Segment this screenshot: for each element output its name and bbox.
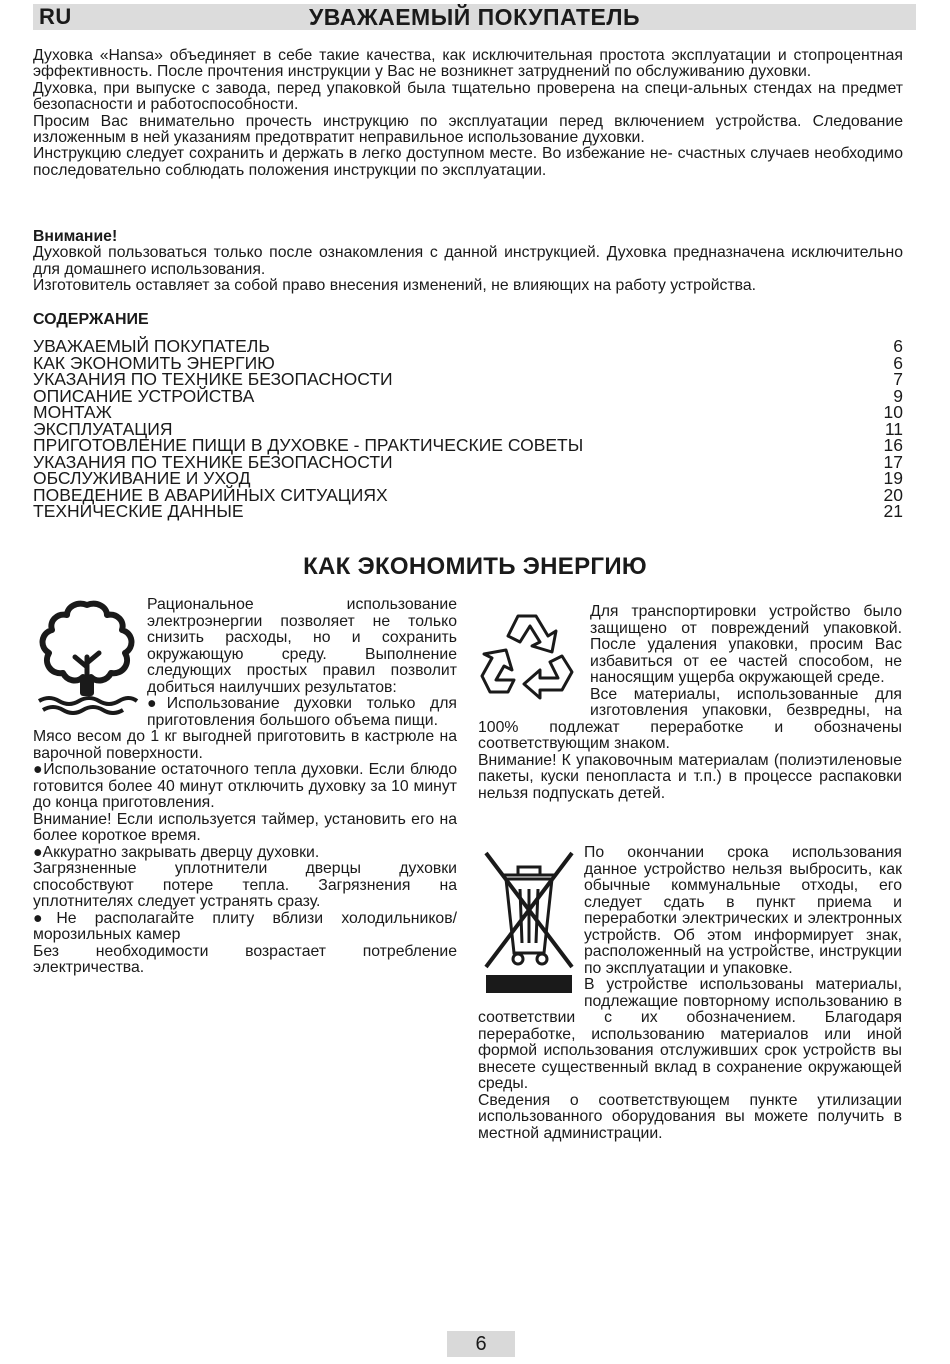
energy-paragraph: Рациональное использование электроэнергии позволяет не только снизить расходы, но и сохранить окружающую среду. Выполнение следующих простых правил позволит добиться наилучших результатов: — [147, 596, 457, 696]
toc-page: 19 — [883, 468, 903, 488]
energy-section-title: КАК ЭКОНОМИТЬ ЭНЕРГИЮ — [303, 553, 647, 580]
warning-block — [33, 229, 903, 295]
packaging-column — [478, 604, 902, 802]
intro-paragraph: Духовка «Hansa» объединяет в себе такие качества, как исключительная простота эксплуатации и стопроцентная эффективность. После прочтения инструкции у Вас не возникнет затруднений по обслуживанию духовки. — [33, 47, 903, 81]
warning-title: Внимание! — [33, 228, 118, 245]
toc-row[interactable] — [33, 385, 903, 406]
page-number: 6 — [447, 1331, 515, 1357]
packaging-paragraph: Все материалы, использованные для изготовления упаковки, безвредны, на 100% подлежат переработке и обозначены соответствующим знаком. — [478, 685, 902, 752]
toc-label: ПОВЕДЕНИЕ В АВАРИЙНЫХ СИТУАЦИЯХ — [33, 484, 388, 505]
energy-paragraph: Загрязненные уплотнители дверцы духовки способствуют потере тепла. Загрязнения на уплотнителях следует устранять сразу. — [33, 860, 457, 910]
toc-page: 21 — [883, 501, 903, 521]
energy-paragraph: ●Использование духовки только для приготовления большого объема пищи. — [147, 695, 457, 729]
toc-page: 9 — [893, 385, 903, 406]
toc-label: ОПИСАНИЕ УСТРОЙСТВА — [33, 385, 255, 406]
tree-icon — [33, 597, 141, 715]
page-header — [33, 4, 916, 30]
toc-label: ЭКСПЛУАТАЦИЯ — [33, 418, 173, 439]
table-of-contents — [33, 338, 903, 520]
energy-paragraph: Мясо весом до 1 кг выгодней приготовить в кастрюле на варочной поверхности. — [33, 728, 457, 762]
toc-page: 7 — [893, 369, 903, 389]
intro-paragraph: Духовка, при выпуске с завода, перед упаковкой была тщательно проверена на специ-альных стендах на предмет безопасности и работоспособности. — [33, 79, 903, 114]
packaging-paragraph: Внимание! К упаковочным материалам (полиэтиленовые пакеты, куски пенопласта и т.п.) в процессе распаковки нельзя подпускать детей. — [478, 751, 902, 802]
toc-label: ТЕХНИЧЕСКИЕ ДАННЫЕ — [33, 501, 244, 521]
toc-label: УКАЗАНИЯ ПО ТЕХНИКЕ БЕЗОПАСНОСТИ — [33, 451, 393, 472]
toc-label: УКАЗАНИЯ ПО ТЕХНИКЕ БЕЗОПАСНОСТИ — [33, 369, 393, 389]
energy-paragraph: ●Не располагайте плиту вблизи холодильников/ морозильных камер — [33, 909, 457, 943]
warning-line: Духовкой пользоваться только после ознакомления с данной инструкцией. Духовка предназначена исключительно для домашнего использования. — [33, 244, 903, 278]
language-label: RU — [39, 4, 72, 29]
disposal-paragraph: В устройстве использованы материалы, подлежащие повторному использованию в соответствии с их обозначением. Благодаря переработке, использованию материалов или иной формой использования отслуживших срок устройств вы внесете существенный вклад в сохранение окружающей среды. — [478, 976, 902, 1092]
page-title: УВАЖАЕМЫЙ ПОКУПАТЕЛЬ — [308, 4, 641, 30]
energy-paragraph: Без необходимости возрастает потребление электричества. — [33, 942, 457, 976]
toc-label: ПРИГОТОВЛЕНИЕ ПИЩИ В ДУХОВКЕ - ПРАКТИЧЕСКИЕ СОВЕТЫ — [33, 435, 584, 455]
intro-text — [33, 48, 903, 179]
toc-row[interactable] — [33, 503, 903, 520]
disposal-column — [478, 845, 902, 1142]
energy-left-column — [33, 597, 457, 977]
warning-line: Изготовитель оставляет за собой право внесения изменений, не влияющих на работу устройства. — [33, 277, 757, 295]
toc-label: МОНТАЖ — [33, 402, 112, 422]
toc-page: 6 — [893, 336, 903, 356]
toc-page: 16 — [883, 435, 903, 455]
packaging-paragraph: Для транспортировки устройство было защищено от повреждений упаковкой. После удаления упаковки, просим Вас избавиться от ее частей способом, не наносящим ущерба окружающей среде. — [590, 603, 902, 686]
recycle-icon — [478, 604, 586, 704]
intro-paragraph: Просим Вас внимательно прочесть инструкцию по эксплуатации перед включением устройства. Следование изложенным в ней указаниям предотвратит неправильное использование духовки. — [33, 112, 903, 147]
toc-label: УВАЖАЕМЫЙ ПОКУПАТЕЛЬ — [33, 336, 270, 356]
crossed-bin-icon — [478, 845, 580, 997]
disposal-paragraph: Сведения о соответствующем пункте утилизации использованного оборудования вы можете получить в местной администрации. — [478, 1091, 902, 1142]
energy-paragraph: Внимание! Если используется таймер, установить его на более короткое время. — [33, 810, 457, 844]
toc-page: 6 — [893, 352, 903, 373]
energy-paragraph: ●Аккуратно закрывать дверцу духовки. — [33, 843, 320, 861]
toc-page: 11 — [884, 418, 903, 439]
toc-page: 17 — [883, 451, 903, 472]
energy-paragraph: ●Использование остаточного тепла духовки. Если блюдо готовится более 40 минут отключить духовку за 10 минут до конца приготовления. — [33, 761, 457, 811]
toc-label: ОБСЛУЖИВАНИЕ И УХОД — [33, 468, 251, 488]
intro-paragraph: Инструкцию следует сохранить и держать в легко доступном месте. Во избежание не- счастных случаев необходимо последовательно соблюдать положения инструкции по эксплуатации. — [33, 145, 903, 179]
toc-label: КАК ЭКОНОМИТЬ ЭНЕРГИЮ — [33, 352, 275, 373]
toc-heading: СОДЕРЖАНИЕ — [33, 311, 149, 328]
toc-page: 20 — [883, 484, 903, 505]
disposal-paragraph: По окончании срока использования данное устройство нельзя выбросить, как обычные коммунальные отходы, его следует сдать в пункт приема и переработки электрических и электронных устройств. Об этом информирует знак, расположенный на устройстве, инструкции по эксплуатации и упаковке. — [584, 844, 902, 977]
toc-page: 10 — [883, 402, 903, 422]
